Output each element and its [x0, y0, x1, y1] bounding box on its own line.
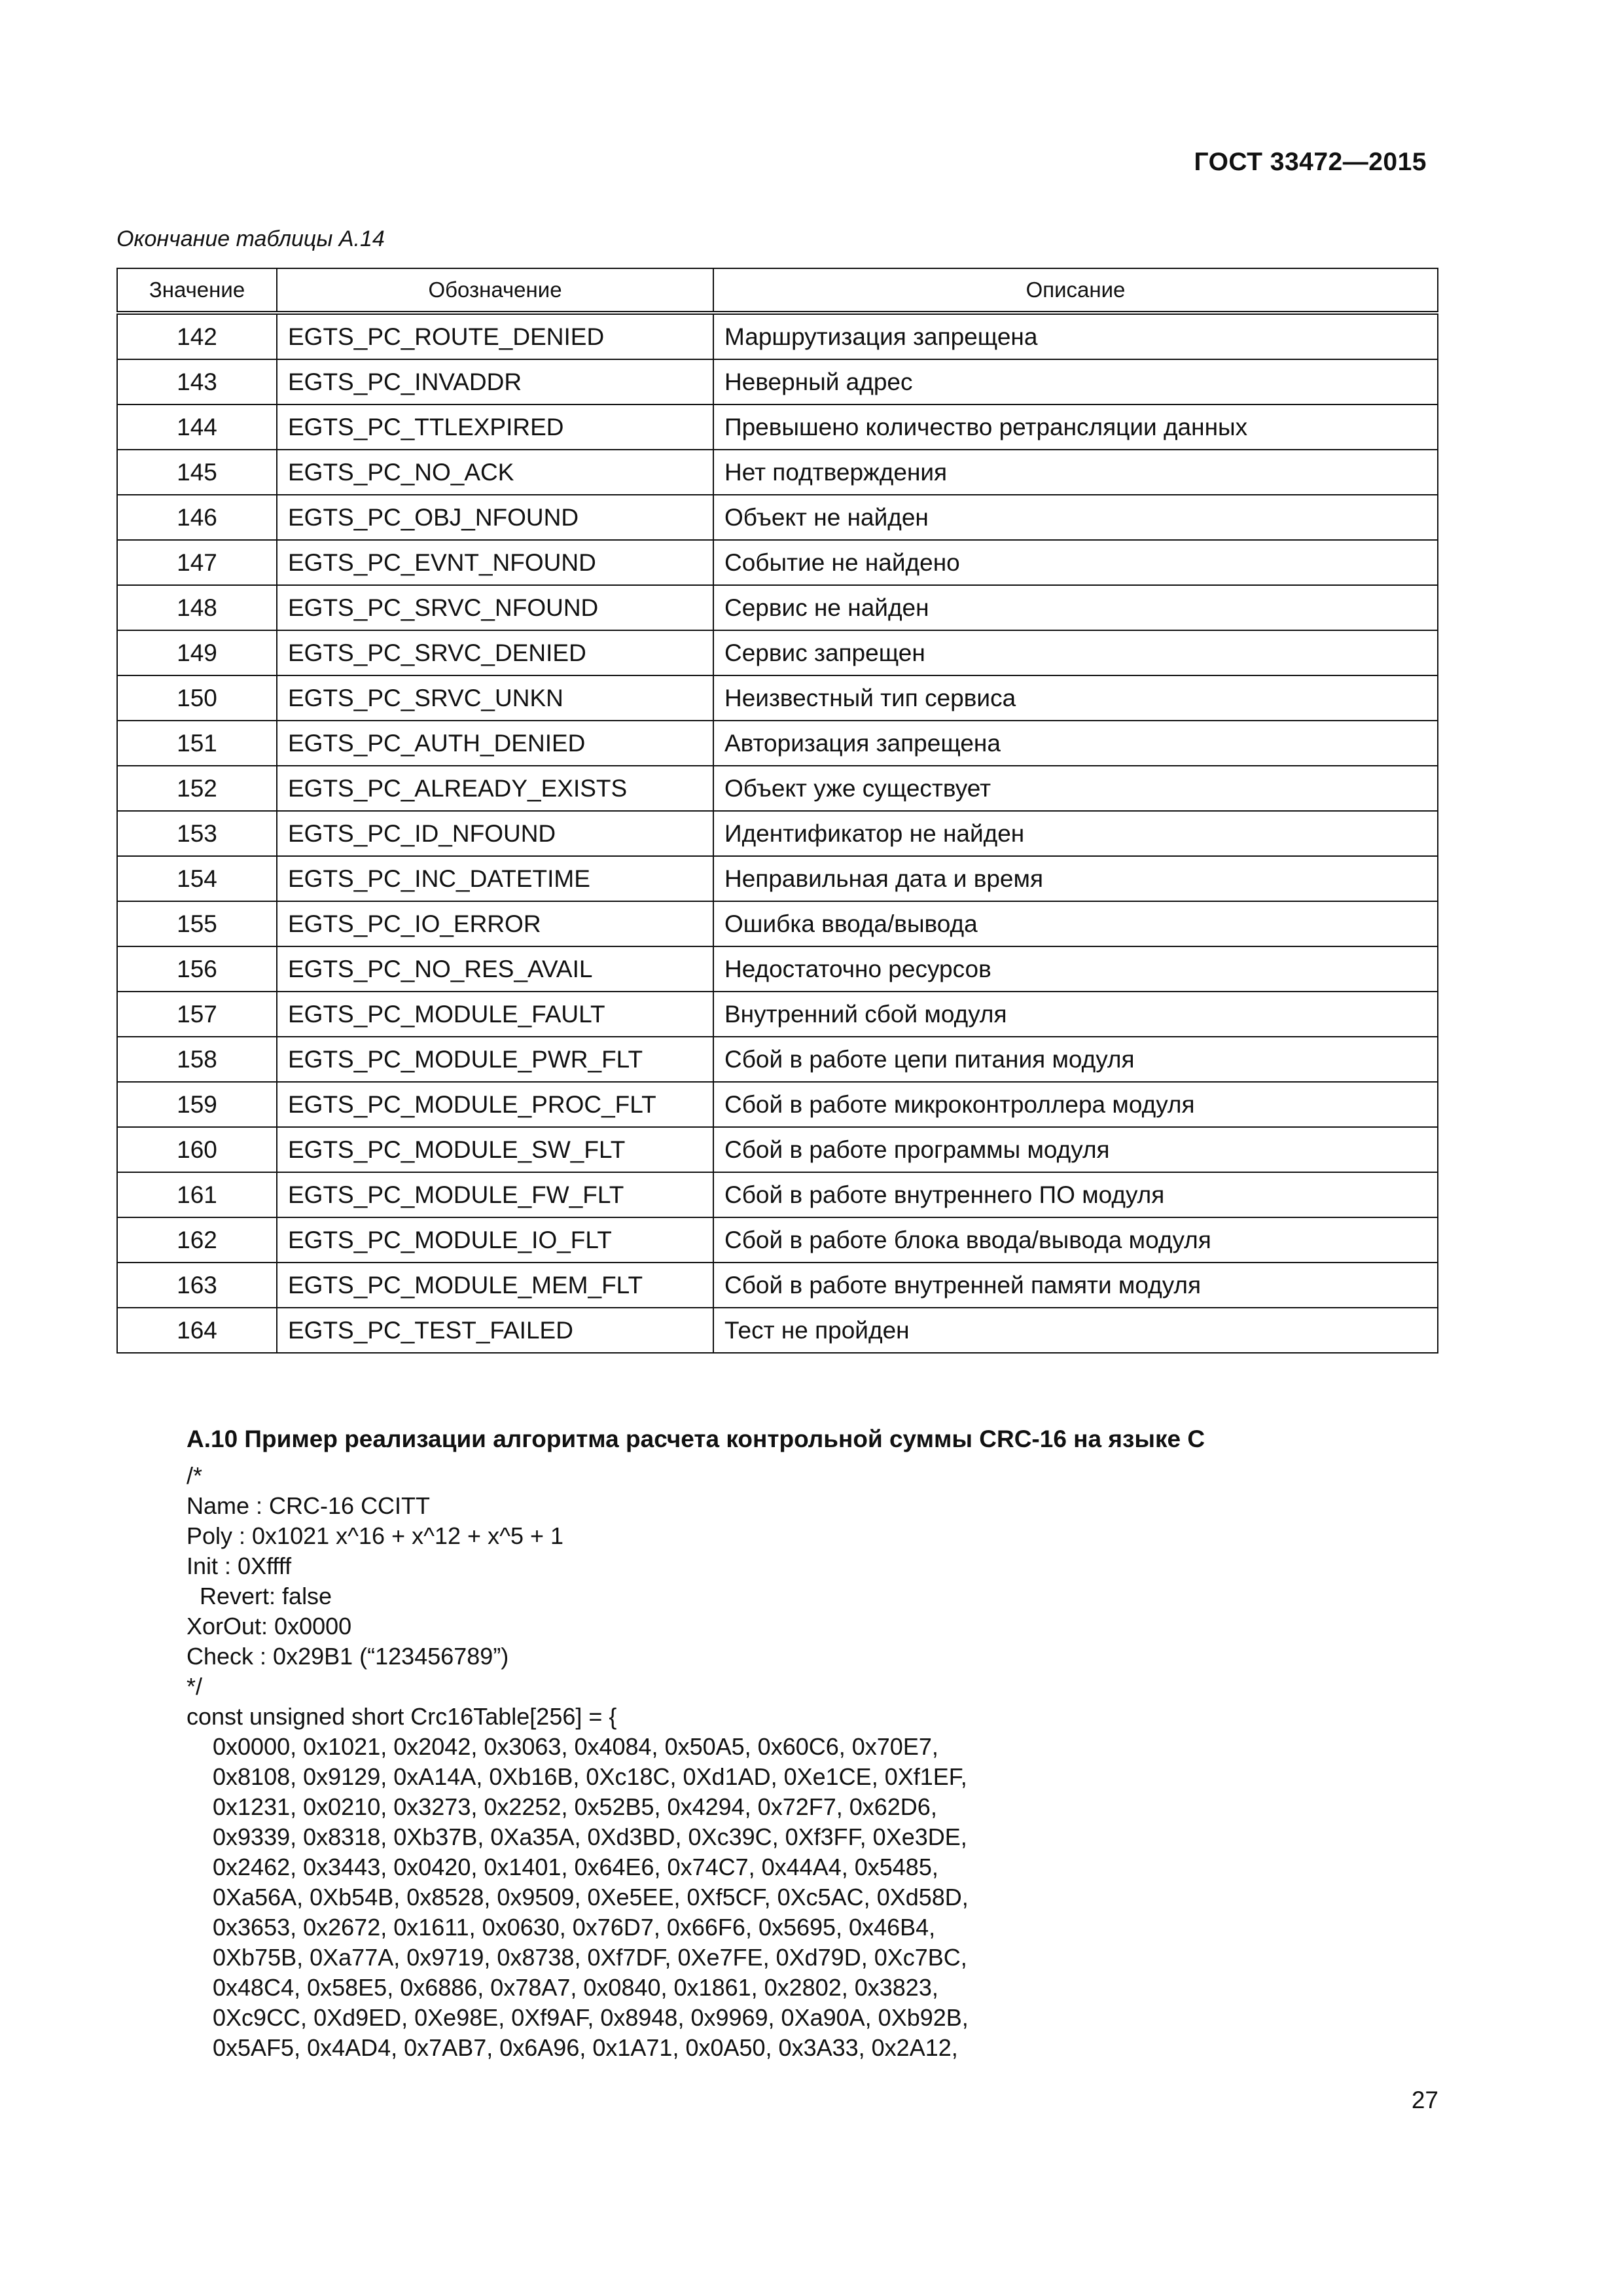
table-row	[117, 359, 1438, 404]
table-row	[117, 1308, 1438, 1353]
cell-symbol: EGTS_PC_ID_NFOUND	[277, 811, 713, 856]
cell-value: 156	[117, 946, 277, 992]
cell-value: 155	[117, 901, 277, 946]
code-line: 0x8108, 0x9129, 0xA14A, 0Xb16B, 0Xc18C, 0Xd1AD, 0Xe1CE, 0Xf1EF,	[187, 1763, 967, 1790]
cell-symbol: EGTS_PC_SRVC_DENIED	[277, 630, 713, 675]
cell-description: Внутренний сбой модуля	[713, 992, 1438, 1037]
table-row	[117, 1127, 1438, 1172]
cell-description: Неправильная дата и время	[713, 856, 1438, 901]
table-row	[117, 1263, 1438, 1308]
cell-value: 158	[117, 1037, 277, 1082]
code-line: 0x3653, 0x2672, 0x1611, 0x0630, 0x76D7, 0x66F6, 0x5695, 0x46B4,	[187, 1914, 936, 1941]
table-row	[117, 1217, 1438, 1263]
cell-value: 154	[117, 856, 277, 901]
cell-description: Сбой в работе цепи питания модуля	[713, 1037, 1438, 1082]
table-row	[117, 495, 1438, 540]
cell-symbol: EGTS_PC_NO_ACK	[277, 450, 713, 495]
table-row	[117, 450, 1438, 495]
table-row	[117, 540, 1438, 585]
cell-value: 148	[117, 585, 277, 630]
table-row	[117, 630, 1438, 675]
cell-description: Событие не найдено	[713, 540, 1438, 585]
code-line: XorOut: 0x0000	[187, 1613, 352, 1640]
cell-description: Маршрутизация запрещена	[713, 313, 1438, 359]
cell-description: Сбой в работе внутреннего ПО модуля	[713, 1172, 1438, 1217]
cell-symbol: EGTS_PC_MODULE_SW_FLT	[277, 1127, 713, 1172]
code-line: 0x2462, 0x3443, 0x0420, 0x1401, 0x64E6, 0x74C7, 0x44A4, 0x5485,	[187, 1854, 938, 1880]
cell-value: 149	[117, 630, 277, 675]
cell-symbol: EGTS_PC_OBJ_NFOUND	[277, 495, 713, 540]
cell-value: 146	[117, 495, 277, 540]
cell-description: Авторизация запрещена	[713, 721, 1438, 766]
code-line: 0x0000, 0x1021, 0x2042, 0x3063, 0x4084, 0x50A5, 0x60C6, 0x70E7,	[187, 1733, 938, 1760]
cell-value: 162	[117, 1217, 277, 1263]
table-row	[117, 1082, 1438, 1127]
column-header-value: Значение	[117, 268, 277, 313]
code-line: 0Xc9CC, 0Xd9ED, 0Xe98E, 0Xf9AF, 0x8948, 0x9969, 0Xa90A, 0Xb92B,	[187, 2004, 969, 2031]
cell-value: 151	[117, 721, 277, 766]
code-line: 0x48C4, 0x58E5, 0x6886, 0x78A7, 0x0840, 0x1861, 0x2802, 0x3823,	[187, 1974, 938, 2001]
table-row	[117, 811, 1438, 856]
table-row	[117, 901, 1438, 946]
code-line: 0Xa56A, 0Xb54B, 0x8528, 0x9509, 0Xe5EE, 0Xf5CF, 0Xc5AC, 0Xd58D,	[187, 1884, 969, 1910]
standard-number: ГОСТ 33472—2015	[1194, 148, 1427, 176]
cell-symbol: EGTS_PC_ALREADY_EXISTS	[277, 766, 713, 811]
cell-symbol: EGTS_PC_SRVC_NFOUND	[277, 585, 713, 630]
result-codes-table	[116, 268, 1438, 1354]
cell-description: Недостаточно ресурсов	[713, 946, 1438, 992]
cell-description: Сервис не найден	[713, 585, 1438, 630]
page-number: 27	[1411, 2087, 1438, 2113]
cell-description: Неизвестный тип сервиса	[713, 675, 1438, 721]
table-row	[117, 1037, 1438, 1082]
cell-symbol: EGTS_PC_MODULE_PWR_FLT	[277, 1037, 713, 1082]
cell-symbol: EGTS_PC_TEST_FAILED	[277, 1308, 713, 1353]
cell-symbol: EGTS_PC_SRVC_UNKN	[277, 675, 713, 721]
cell-symbol: EGTS_PC_IO_ERROR	[277, 901, 713, 946]
table-row	[117, 766, 1438, 811]
cell-symbol: EGTS_PC_MODULE_FAULT	[277, 992, 713, 1037]
cell-description: Неверный адрес	[713, 359, 1438, 404]
table-row	[117, 946, 1438, 992]
table-row	[117, 313, 1438, 359]
column-header-symbol: Обозначение	[277, 268, 713, 313]
cell-value: 157	[117, 992, 277, 1037]
cell-value: 159	[117, 1082, 277, 1127]
cell-value: 144	[117, 404, 277, 450]
table-row	[117, 585, 1438, 630]
cell-description: Нет подтверждения	[713, 450, 1438, 495]
cell-description: Сервис запрещен	[713, 630, 1438, 675]
cell-symbol: EGTS_PC_MODULE_FW_FLT	[277, 1172, 713, 1217]
code-line: 0x1231, 0x0210, 0x3273, 0x2252, 0x52B5, 0x4294, 0x72F7, 0x62D6,	[187, 1793, 937, 1820]
table-row	[117, 856, 1438, 901]
cell-value: 142	[117, 313, 277, 359]
column-header-description: Описание	[713, 268, 1438, 313]
code-line: const unsigned short Crc16Table[256] = {	[187, 1703, 617, 1730]
table-row	[117, 992, 1438, 1037]
code-line: Poly : 0x1021 x^16 + x^12 + x^5 + 1	[187, 1522, 564, 1549]
cell-symbol: EGTS_PC_ROUTE_DENIED	[277, 313, 713, 359]
code-line: 0x9339, 0x8318, 0Xb37B, 0Xa35A, 0Xd3BD, 0Xc39C, 0Xf3FF, 0Xe3DE,	[187, 1823, 967, 1850]
code-line: /*	[187, 1462, 203, 1489]
cell-value: 152	[117, 766, 277, 811]
code-line: 0x5AF5, 0x4AD4, 0x7AB7, 0x6A96, 0x1A71, 0x0A50, 0x3A33, 0x2A12,	[187, 2034, 958, 2061]
cell-value: 153	[117, 811, 277, 856]
cell-symbol: EGTS_PC_MODULE_IO_FLT	[277, 1217, 713, 1263]
cell-symbol: EGTS_PC_MODULE_MEM_FLT	[277, 1263, 713, 1308]
cell-value: 160	[117, 1127, 277, 1172]
section-heading: А.10 Пример реализации алгоритма расчета контрольной суммы CRC-16 на языке С	[187, 1426, 1205, 1452]
code-listing	[187, 1461, 969, 2063]
cell-symbol: EGTS_PC_MODULE_PROC_FLT	[277, 1082, 713, 1127]
cell-value: 143	[117, 359, 277, 404]
code-line: Check : 0x29B1 (“123456789”)	[187, 1643, 509, 1670]
cell-description: Объект уже существует	[713, 766, 1438, 811]
cell-value: 150	[117, 675, 277, 721]
cell-symbol: EGTS_PC_INVADDR	[277, 359, 713, 404]
code-line: 0Xb75B, 0Xa77A, 0x9719, 0x8738, 0Xf7DF, 0Xe7FE, 0Xd79D, 0Xc7BC,	[187, 1944, 967, 1971]
table-row	[117, 721, 1438, 766]
cell-value: 161	[117, 1172, 277, 1217]
cell-symbol: EGTS_PC_NO_RES_AVAIL	[277, 946, 713, 992]
cell-description: Объект не найден	[713, 495, 1438, 540]
cell-description: Сбой в работе блока ввода/вывода модуля	[713, 1217, 1438, 1263]
cell-description: Сбой в работе внутренней памяти модуля	[713, 1263, 1438, 1308]
cell-description: Идентификатор не найден	[713, 811, 1438, 856]
cell-symbol: EGTS_PC_TTLEXPIRED	[277, 404, 713, 450]
cell-symbol: EGTS_PC_EVNT_NFOUND	[277, 540, 713, 585]
cell-description: Ошибка ввода/вывода	[713, 901, 1438, 946]
cell-value: 163	[117, 1263, 277, 1308]
table-body	[117, 313, 1438, 1353]
cell-symbol: EGTS_PC_AUTH_DENIED	[277, 721, 713, 766]
cell-value: 164	[117, 1308, 277, 1353]
code-line: Name : CRC-16 CCITT	[187, 1492, 431, 1519]
table-row	[117, 675, 1438, 721]
code-line: Revert: false	[187, 1583, 332, 1609]
code-line: */	[187, 1673, 203, 1700]
cell-description: Тест не пройден	[713, 1308, 1438, 1353]
table-row	[117, 1172, 1438, 1217]
cell-value: 145	[117, 450, 277, 495]
cell-value: 147	[117, 540, 277, 585]
cell-description: Сбой в работе микроконтроллера модуля	[713, 1082, 1438, 1127]
table-caption: Окончание таблицы А.14	[116, 226, 385, 251]
cell-symbol: EGTS_PC_INC_DATETIME	[277, 856, 713, 901]
code-line: Init : 0Xffff	[187, 1552, 292, 1579]
table-header-row	[117, 268, 1438, 313]
cell-description: Превышено количество ретрансляции данных	[713, 404, 1438, 450]
table-row	[117, 404, 1438, 450]
cell-description: Сбой в работе программы модуля	[713, 1127, 1438, 1172]
